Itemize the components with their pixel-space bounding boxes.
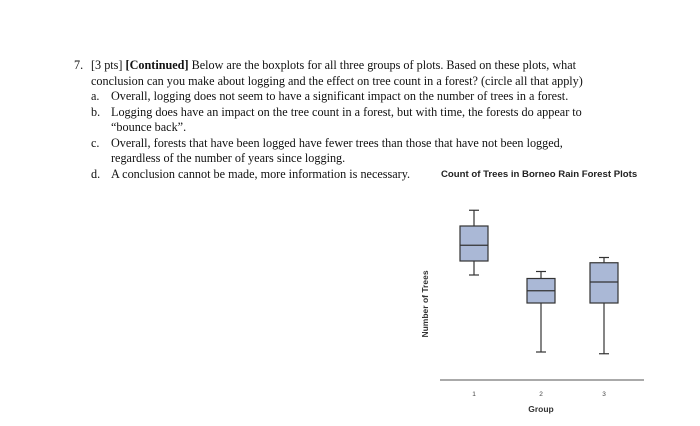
x-tick-label-2: 2 [539,391,543,398]
stem-line-2: conclusion can you make about logging and the effect on tree count in a forest? (circle all that apply) [91,73,583,88]
option-text: Overall, forests that have been logged have fewer trees than those that have not been logged, [111,135,563,150]
y-axis-label: Number of Trees [420,270,430,338]
boxplot-series [460,210,618,398]
option-text-cont: “bounce back”. [111,120,187,134]
x-tick-label-1: 1 [472,391,476,398]
option-letter: b. [91,104,101,119]
option-text: A conclusion cannot be made, more information is necessary. [111,166,411,181]
points-label: [3 pts] [91,58,123,72]
box-group-1 [460,226,488,261]
x-axis-label: Group [528,404,554,414]
continued-tag: [Continued] [125,58,189,72]
box-group-3 [590,263,618,303]
question-number: 7. [74,58,84,72]
option-text-cont: regardless of the number of years since logging. [111,151,346,165]
option-text: Logging does have an impact on the tree count in a forest, but with time, the forests do appear to [111,104,582,119]
stem-line-1: Below are the boxplots for all three groups of plots. Based on these plots, what [191,58,577,72]
option-letter: c. [91,135,100,150]
chart-title: Count of Trees in Borneo Rain Forest Plots [441,169,638,180]
x-tick-label-3: 3 [602,391,606,398]
option-letter: a. [91,89,100,103]
option-letter: d. [91,166,101,181]
option-text: Overall, logging does not seem to have a significant impact on the number of trees in a forest. [111,89,569,103]
